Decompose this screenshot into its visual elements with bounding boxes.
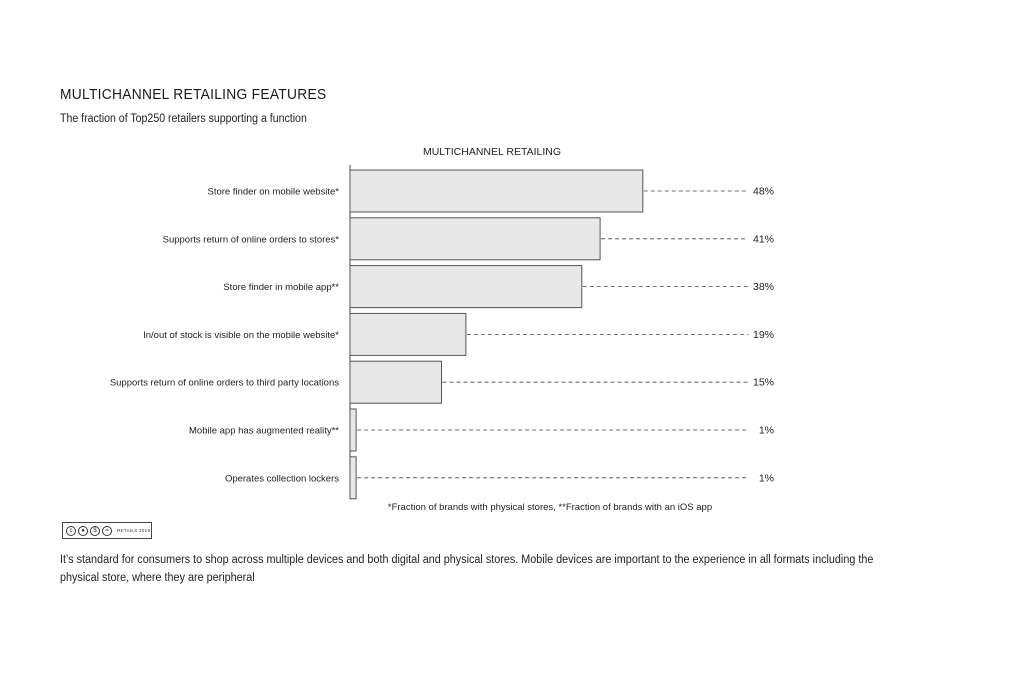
category-label: Store finder in mobile app**	[223, 282, 339, 294]
nc-icon: $	[90, 526, 100, 536]
description-text: It’s standard for consumers to shop across multiple devices and both digital and physical stores. Mobile devices are important to the experience in all formats including the physical store, where they are peripheral	[60, 554, 874, 584]
license-badge	[62, 522, 152, 539]
bar	[350, 266, 582, 308]
chart-footnote: *Fraction of brands with physical stores, **Fraction of brands with an iOS app	[387, 502, 713, 513]
bar	[350, 218, 600, 260]
by-icon: ●	[78, 526, 88, 536]
page-subtitle: The fraction of Top250 retailers supporting a function	[60, 113, 307, 125]
bar	[350, 361, 442, 403]
category-label: Supports return of online orders to third party locations	[109, 377, 339, 389]
bar	[350, 409, 356, 451]
category-label: Operates collection lockers	[224, 473, 339, 485]
value-label: 41%	[752, 233, 774, 246]
nd-icon: =	[102, 526, 112, 536]
value-label: 15%	[752, 376, 774, 389]
value-label: 19%	[752, 328, 774, 341]
bar	[350, 457, 356, 499]
page-title: MULTICHANNEL RETAILING FEATURES	[60, 86, 327, 103]
category-label: In/out of stock is visible on the mobile website*	[143, 329, 339, 341]
bar	[350, 170, 643, 212]
category-label: Supports return of online orders to stores*	[162, 234, 339, 246]
category-label: Store finder on mobile website*	[207, 186, 339, 198]
value-label: 48%	[752, 185, 774, 198]
category-label: Mobile app has augmented reality**	[189, 425, 339, 437]
value-label: 1%	[758, 472, 774, 485]
value-label: 1%	[758, 424, 774, 437]
chart-title: MULTICHANNEL RETAILING	[422, 146, 562, 158]
cc-icon: c	[66, 526, 76, 536]
license-text: RETAILS 2019	[117, 528, 151, 533]
bar	[350, 313, 466, 355]
value-label: 38%	[752, 281, 774, 294]
